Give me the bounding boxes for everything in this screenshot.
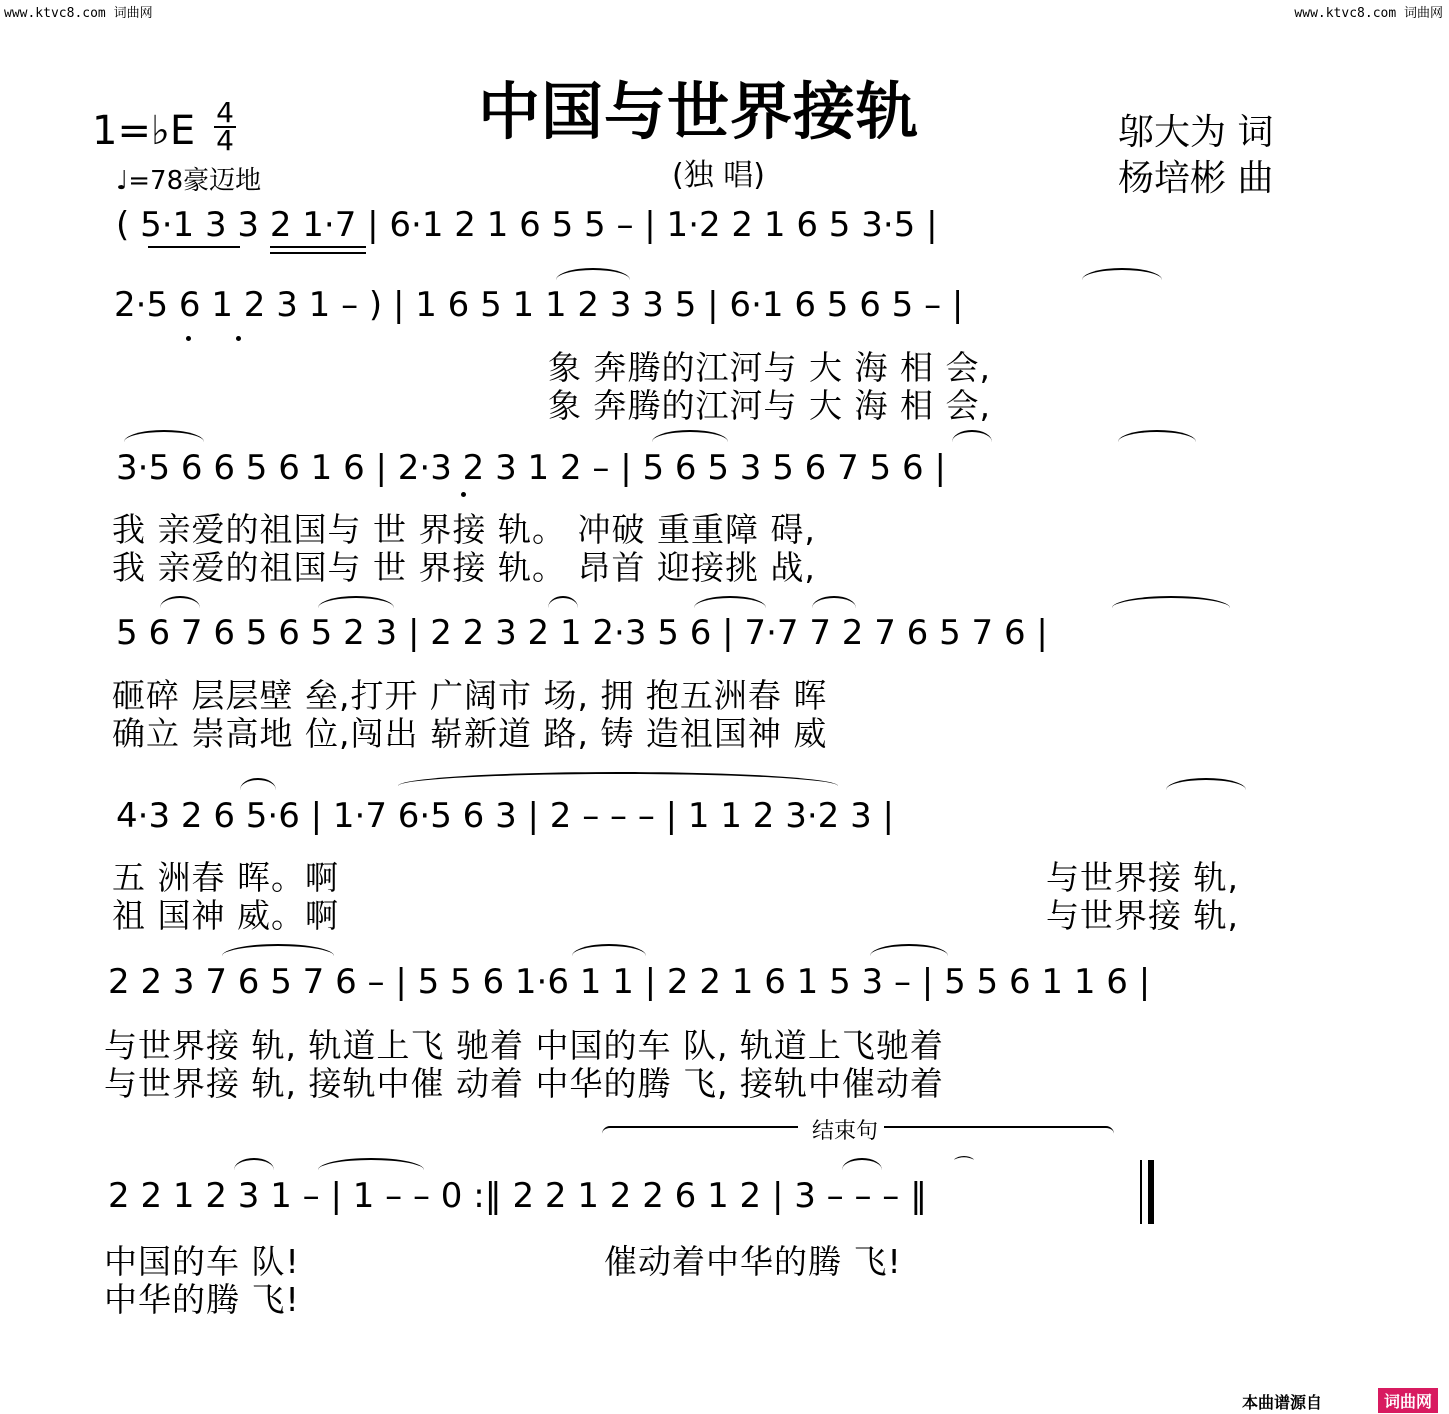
watermark-right: www.ktvc8.com 词曲网 [1294, 6, 1443, 21]
time-signature [214, 96, 236, 157]
system-1-notes: ( 5·1 3 3 2 1·7 | 6·1 2 1 6 5 5 – | 1·2 2 1 6 5 3·5 | [116, 205, 938, 245]
system-4-notes: 5 6 7 6 5 6 5 2 3 | 2 2 3 2 1 2·3 5 6 | 7·7 7 2 7 6 5 7 6 | [116, 613, 1048, 653]
system-7-lyric-1: 中国的车 队! [104, 1242, 300, 1281]
system-6-lyric-1: 与世界接 轨, 轨道上飞 驰着 中国的车 队, 轨道上飞驰着 [104, 1026, 944, 1065]
system-5-lyric-2: 祖 国神 威。啊 [112, 896, 339, 935]
system-5-lyric-1: 五 洲春 晖。啊 [112, 858, 339, 897]
tempo-marking: ♩=78豪迈地 [116, 166, 262, 196]
site-logo: 词曲网 [1378, 1388, 1438, 1413]
system-5-lyric-right-2: 与世界接 轨, [1046, 896, 1239, 935]
system-3-lyric-2: 我 亲爱的祖国与 世 界接 轨。 昂首 迎接挑 战, [112, 548, 816, 587]
time-top: 4 [216, 96, 234, 129]
ending-label: 结束句 [812, 1119, 879, 1144]
key-signature: 1=♭E [92, 108, 196, 154]
system-2-lyric-1: 象 奔腾的江河与 大 海 相 会, [548, 348, 991, 387]
song-title: 中国与世界接轨 [478, 75, 920, 148]
source-note: 本曲谱源自 [1242, 1393, 1323, 1412]
system-6-notes: 2 2 3 7 6 5 7 6 – | 5 5 6 1·6 1 1 | 2 2 1 6 1 5 3 – | 5 5 6 1 1 6 | [108, 962, 1151, 1002]
song-subtitle: (独 唱) [672, 158, 765, 193]
fermata-icon: ⌒ [954, 1154, 974, 1178]
system-4-lyric-2: 确立 崇高地 位,闯出 崭新道 路, 铸 造祖国神 威 [112, 714, 828, 753]
system-6-lyric-2: 与世界接 轨, 接轨中催 动着 中华的腾 飞, 接轨中催动着 [104, 1064, 944, 1103]
system-4-lyric-1: 砸碎 层层壁 垒,打开 广阔市 场, 拥 抱五洲春 晖 [112, 676, 828, 715]
system-7-notes: 2 2 1 2 3 1 – | 1 – – 0 :‖ 2 2 1 2 2 6 1 2 | 3 – – – ‖ [108, 1176, 928, 1216]
system-3-notes: 3·5 6 6 5 6 1 6 | 2·3 2 3 1 2 – | 5 6 5 3 5 6 7 5 6 | [116, 448, 946, 488]
composer-credit: 杨培彬 曲 [1118, 158, 1274, 199]
system-3-lyric-1: 我 亲爱的祖国与 世 界接 轨。 冲破 重重障 碍, [112, 510, 816, 549]
system-5-lyric-right-1: 与世界接 轨, [1046, 858, 1239, 897]
system-7-lyric-2: 中华的腾 飞! [104, 1280, 300, 1319]
system-2-lyric-2: 象 奔腾的江河与 大 海 相 会, [548, 386, 991, 425]
system-2-notes: 2·5 6 1 2 3 1 – ) | 1 6 5 1 1 2 3 3 5 | 6·1 6 5 6 5 – | [114, 285, 964, 325]
watermark-left: www.ktvc8.com 词曲网 [4, 6, 153, 21]
system-5-notes: 4·3 2 6 5·6 | 1·7 6·5 6 3 | 2 – – – | 1 1 2 3·2 3 | [116, 796, 895, 836]
lyricist-credit: 邬大为 词 [1118, 112, 1274, 153]
time-bottom: 4 [216, 124, 234, 157]
system-7-lyric-ending: 催动着中华的腾 飞! [604, 1242, 902, 1281]
